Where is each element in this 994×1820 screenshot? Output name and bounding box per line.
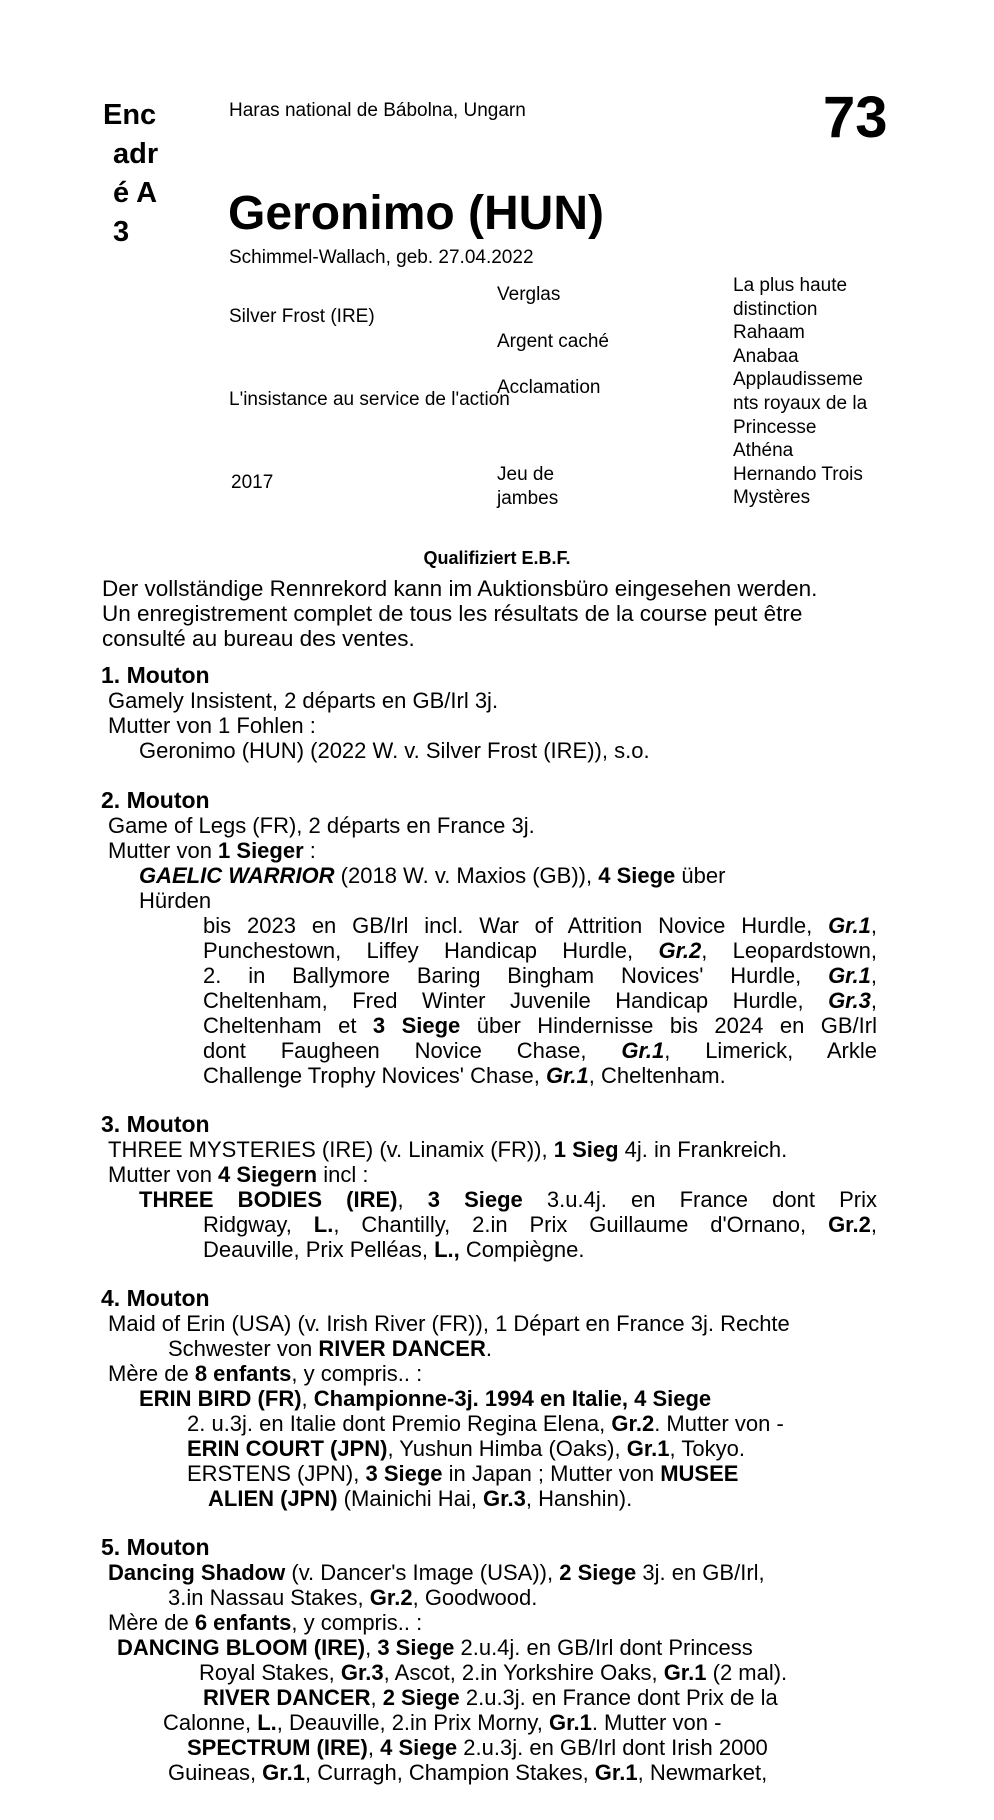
section-heading: 3. Mouton	[101, 1111, 210, 1137]
text: , Tokyo.	[669, 1436, 745, 1461]
text: , Leopardstown,	[701, 938, 877, 963]
pedigree-sire: Silver Frost (IRE)	[229, 306, 375, 327]
text: (2 mal).	[706, 1660, 788, 1685]
text: Mutter von	[108, 1162, 219, 1187]
text: Cheltenham, Fred Winter Juvenile Handicap Hurdle,	[203, 988, 829, 1013]
record-line	[203, 938, 877, 963]
text: in Japan ; Mutter von	[442, 1461, 661, 1486]
offspring-line	[139, 1187, 877, 1212]
text: 2.u.3j. en GB/Irl dont Irish 2000	[457, 1735, 768, 1760]
text: incl :	[317, 1162, 369, 1187]
grade: L.	[257, 1710, 277, 1735]
text: über Hindernisse bis 2024 en GB/Irl	[460, 1013, 877, 1038]
record-line	[203, 913, 877, 938]
text: 2. u.3j. en Italie dont Premio Regina Elena,	[187, 1411, 612, 1436]
pedigree-dam-sire: Acclamation	[497, 377, 601, 398]
grade: Gr.1	[626, 1436, 670, 1461]
text: , Deauville, 2.in Prix Morny,	[276, 1710, 549, 1735]
record-line	[199, 1660, 787, 1685]
wins: 3 Siege	[427, 1187, 523, 1212]
text: 2. in Ballymore Baring Bingham Novices' Hurdle,	[203, 963, 829, 988]
text: 3.in Nassau Stakes,	[168, 1585, 370, 1610]
children-count: 8 enfants	[194, 1361, 292, 1386]
record-line	[163, 1710, 721, 1735]
text: , Goodwood.	[412, 1585, 538, 1610]
horse-name: SPECTRUM (IRE)	[187, 1735, 368, 1760]
grade: Gr.3	[340, 1660, 384, 1685]
section-heading: 5. Mouton	[101, 1534, 210, 1560]
dam-line	[108, 1560, 765, 1585]
intro-text	[102, 576, 817, 651]
record-line	[203, 1038, 877, 1063]
text: Punchestown, Liffey Handicap Hurdle,	[203, 938, 659, 963]
text: 2.u.4j. en GB/Irl dont Princess	[454, 1635, 753, 1660]
horse-name: GAELIC WARRIOR	[139, 863, 335, 888]
pedigree-sire-sire: Verglas	[497, 284, 561, 305]
grade: Gr.1	[828, 913, 871, 938]
horse-name: RIVER DANCER	[318, 1336, 486, 1361]
offspring-line	[117, 1635, 753, 1660]
record-line	[187, 1411, 784, 1436]
intro-line: Un enregistrement complet de tous les résultats de la course peut être	[102, 601, 803, 626]
grade: Gr.1	[549, 1710, 592, 1735]
lot-label-line: 3	[113, 216, 130, 248]
text: dont Faugheen Novice Chase,	[203, 1038, 622, 1063]
text: Ridgway,	[203, 1212, 314, 1237]
record-line	[168, 1760, 767, 1785]
wins: 2 Siege	[559, 1560, 637, 1585]
lot-label	[103, 96, 158, 252]
text: Mère de	[108, 1361, 195, 1386]
wins: 3 Siege	[365, 1461, 443, 1486]
produce-line	[108, 1162, 368, 1187]
wins: 2 Siege	[382, 1685, 460, 1710]
pedigree-dam-dam: Jeu de	[497, 464, 555, 485]
horse-name: ERIN COURT (JPN)	[187, 1436, 388, 1461]
text: über	[675, 863, 726, 888]
winner-count: 4 Siegern	[218, 1162, 318, 1187]
grade: Gr.1	[828, 963, 871, 988]
winner-count: 1 Sieger	[218, 838, 304, 863]
offspring-line	[187, 1735, 768, 1760]
record-line	[187, 1461, 738, 1486]
text: ,	[870, 1212, 877, 1237]
text: , y compris.. :	[291, 1610, 423, 1635]
pedigree-dam-year: 2017	[231, 472, 274, 493]
horse-name: RIVER DANCER	[203, 1685, 371, 1710]
pedigree-sire-dam: Argent caché	[497, 331, 609, 352]
pedigree-ancestor: Mystères	[733, 487, 811, 509]
text: (v. Dancer's Image (USA)),	[285, 1560, 560, 1585]
pedigree-ancestor: Rahaam	[733, 322, 805, 344]
record-line	[187, 1436, 745, 1461]
text: , Newmarket,	[637, 1760, 768, 1785]
offspring-line: Geronimo (HUN) (2022 W. v. Silver Frost (IRE)), s.o.	[139, 738, 650, 763]
lot-label-line: adr	[113, 138, 159, 170]
grade: Gr.2	[828, 1212, 871, 1237]
horse-subtitle: Schimmel-Wallach, geb. 27.04.2022	[229, 247, 534, 268]
grade: Gr.3	[483, 1486, 526, 1511]
pedigree-ancestor: La plus haute	[733, 275, 848, 296]
wins: 4 Siege	[598, 863, 676, 888]
section-heading: 2. Mouton	[101, 787, 210, 813]
text: ,	[870, 988, 877, 1013]
text: . Mutter von -	[591, 1710, 722, 1735]
grade: Gr.1	[663, 1660, 707, 1685]
record-line	[203, 1212, 877, 1237]
wins: 4 Siege	[380, 1735, 458, 1760]
wins: 3 Siege	[372, 1013, 461, 1038]
text: (2018 W. v. Maxios (GB)),	[334, 863, 599, 888]
dam-line: Maid of Erin (USA) (v. Irish River (FR)), 1 Départ en France 3j. Rechte	[108, 1311, 790, 1336]
produce-line: Mutter von 1 Fohlen :	[108, 713, 316, 738]
pedigree-ancestor: Hernando Trois	[733, 463, 863, 485]
pedigree-third-generation	[733, 274, 867, 510]
dam-line: Game of Legs (FR), 2 départs en France 3j.	[108, 813, 535, 838]
text: , Ascot, 2.in Yorkshire Oaks,	[383, 1660, 664, 1685]
offspring-line	[203, 1685, 778, 1710]
grade: Gr.1	[594, 1760, 638, 1785]
text: Cheltenham et	[203, 1013, 373, 1038]
text: , Hanshin).	[525, 1486, 633, 1511]
grade: Gr.1	[262, 1760, 305, 1785]
pedigree-ancestor: nts royaux de la	[733, 392, 868, 414]
record-line	[208, 1486, 632, 1511]
grade: L.,	[434, 1237, 460, 1262]
text: , Curragh, Champion Stakes,	[304, 1760, 595, 1785]
lot-label-line: Enc	[103, 99, 157, 131]
pedigree-ancestor: Princesse	[733, 416, 817, 438]
dam-line	[168, 1336, 492, 1361]
text: ,	[870, 913, 877, 938]
grade: Gr.2	[658, 938, 702, 963]
text: ,	[870, 963, 877, 988]
text: Challenge Trophy Novices' Chase,	[203, 1063, 546, 1088]
record-line	[203, 1013, 877, 1038]
text: Schwester von	[168, 1336, 319, 1361]
record-line	[203, 988, 877, 1013]
horse-name: Geronimo (HUN)	[228, 187, 604, 240]
breeder: Haras national de Bábolna, Ungarn	[229, 100, 526, 121]
section-heading: 4. Mouton	[101, 1285, 210, 1311]
dam-line: Gamely Insistent, 2 départs en GB/Irl 3j.	[108, 688, 499, 713]
produce-line	[108, 838, 316, 863]
text: bis 2023 en GB/Irl incl. War of Attrition Novice Hurdle,	[203, 913, 829, 938]
text: 3j. en GB/Irl,	[636, 1560, 765, 1585]
dam-line	[108, 1137, 787, 1162]
pedigree-ancestor: Anabaa	[733, 345, 799, 367]
text: THREE MYSTERIES (IRE) (v. Linamix (FR)),	[108, 1137, 554, 1162]
pedigree-ancestor: Athéna	[733, 440, 794, 462]
text: Deauville, Prix Pelléas,	[203, 1237, 435, 1262]
grade: Gr.1	[545, 1063, 589, 1088]
achievement: Championne-3j. 1994 en Italie, 4 Siege	[313, 1386, 712, 1411]
text: ,	[365, 1635, 378, 1660]
text: 4j. in Frankreich.	[618, 1137, 788, 1162]
offspring-line: Hürden	[139, 888, 212, 913]
record-line	[203, 963, 877, 988]
text: ,	[367, 1735, 381, 1760]
lot-number: 73	[823, 85, 888, 150]
text: , y compris.. :	[291, 1361, 423, 1386]
pedigree-dam: L'insistance au service de l'action	[229, 389, 510, 410]
pedigree-ancestor: Applaudisseme	[733, 369, 863, 391]
pedigree-ancestor: distinction	[733, 298, 818, 320]
horse-name: ERIN BIRD (FR)	[139, 1386, 302, 1411]
grade: Gr.3	[828, 988, 871, 1013]
text: Mère de	[108, 1610, 195, 1635]
grade: Gr.1	[621, 1038, 665, 1063]
text: ,	[370, 1685, 383, 1710]
wins: 1 Sieg	[553, 1137, 619, 1162]
text: Royal Stakes,	[199, 1660, 341, 1685]
horse-name: DANCING BLOOM (IRE)	[117, 1635, 366, 1660]
qualification: Qualifiziert E.B.F.	[423, 548, 571, 568]
text: . Mutter von -	[654, 1411, 784, 1436]
text: Mutter von	[108, 838, 219, 863]
text: ,	[301, 1386, 314, 1411]
intro-line: Der vollständige Rennrekord kann im Auktionsbüro eingesehen werden.	[102, 576, 818, 601]
section-heading: 1. Mouton	[101, 662, 210, 688]
record-line	[203, 1237, 585, 1262]
lot-label-line: é A	[113, 177, 158, 209]
pedigree-dam-dam: jambes	[497, 488, 559, 509]
text: ,	[397, 1187, 428, 1212]
text: ERSTENS (JPN),	[187, 1461, 366, 1486]
grade: Gr.2	[611, 1411, 655, 1436]
text: 2.u.3j. en France dont Prix de la	[459, 1685, 778, 1710]
children-count: 6 enfants	[194, 1610, 292, 1635]
intro-line: consulté au bureau des ventes.	[102, 626, 415, 651]
text: .	[485, 1336, 492, 1361]
text: Guineas,	[168, 1760, 263, 1785]
text: , Chantilly, 2.in Prix Guillaume d'Ornano,	[333, 1212, 829, 1237]
horse-name: Dancing Shadow	[108, 1560, 286, 1585]
dam-line	[168, 1585, 537, 1610]
text: , Cheltenham.	[588, 1063, 726, 1088]
text: Compiègne.	[459, 1237, 585, 1262]
text: 3.u.4j. en France dont Prix	[522, 1187, 877, 1212]
text: :	[303, 838, 316, 863]
wins: 3 Siege	[377, 1635, 455, 1660]
text: (Mainichi Hai,	[337, 1486, 484, 1511]
offspring-line	[139, 863, 725, 888]
produce-line	[108, 1361, 422, 1386]
text: , Limerick, Arkle	[664, 1038, 877, 1063]
horse-name: ALIEN (JPN)	[208, 1486, 338, 1511]
horse-name: THREE BODIES (IRE)	[139, 1187, 398, 1212]
produce-line	[108, 1610, 422, 1635]
grade: Gr.2	[369, 1585, 413, 1610]
text: Calonne,	[163, 1710, 258, 1735]
grade: L.	[313, 1212, 334, 1237]
text: , Yushun Himba (Oaks),	[387, 1436, 627, 1461]
horse-name: MUSEE	[660, 1461, 739, 1486]
offspring-line	[139, 1386, 711, 1411]
record-line	[203, 1063, 726, 1088]
